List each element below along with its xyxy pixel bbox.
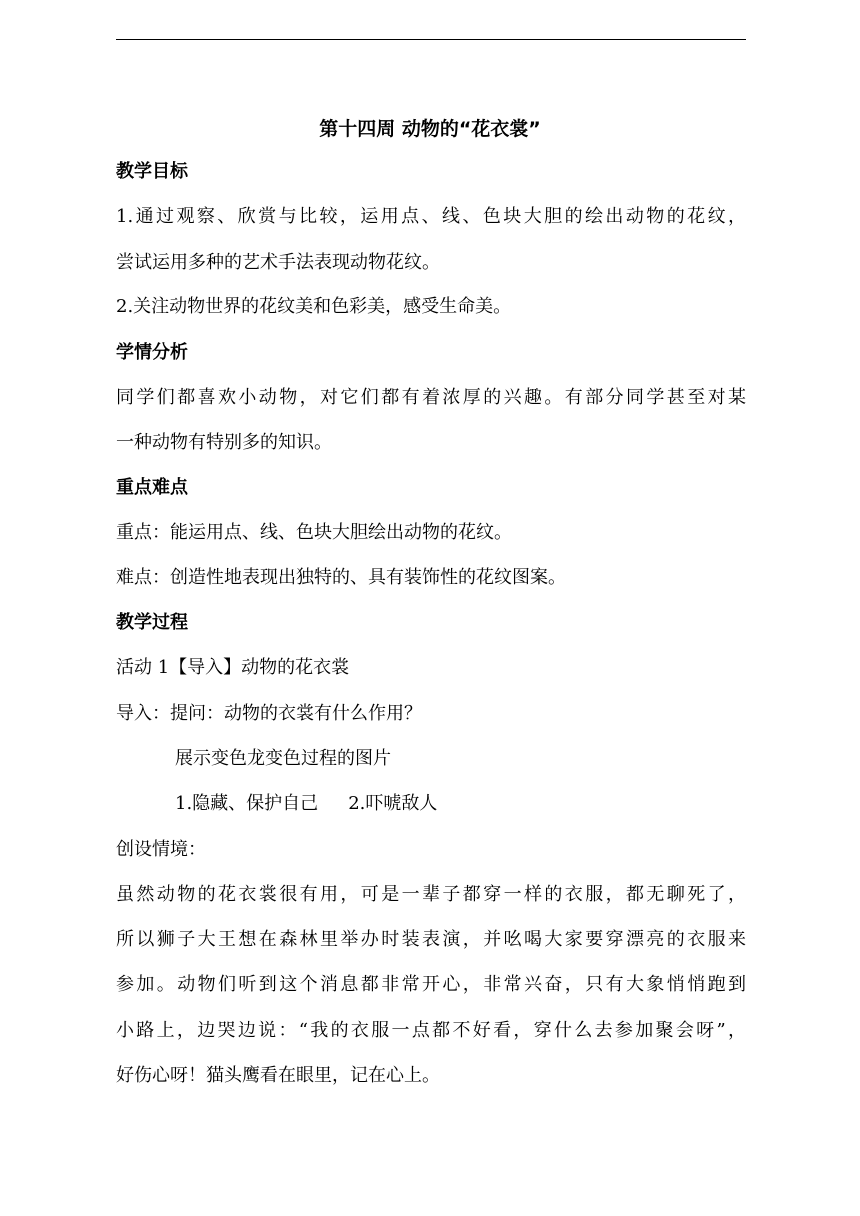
story-line-4: 小路上，边哭边说：“我的衣服一点都不好看，穿什么去参加聚会呀”，: [116, 1020, 746, 1041]
heading-keypoints: 重点难点: [116, 477, 188, 498]
keypoint-line-2: 难点：创造性地表现出独特的、具有装饰性的花纹图案。: [116, 567, 566, 588]
answers-line: [175, 792, 437, 816]
heading-process: 教学过程: [116, 612, 188, 633]
activity-line: 活动 1【导入】动物的花衣裳: [116, 657, 350, 678]
story-line-5: 好伤心呀！猫头鹰看在眼里，记在心上。: [116, 1065, 440, 1086]
show-line: 展示变色龙变色过程的图片: [175, 748, 391, 769]
goals-line-2: 尝试运用多种的艺术手法表现动物花纹。: [116, 252, 440, 273]
header-rule: [116, 39, 746, 40]
goals-line-3: 2.关注动物世界的花纹美和色彩美，感受生命美。: [116, 296, 512, 317]
analysis-line-1: 同学们都喜欢小动物，对它们都有着浓厚的兴趣。有部分同学甚至对某: [116, 387, 746, 408]
story-line-2: 所以狮子大王想在森林里举办时装表演，并吆喝大家要穿漂亮的衣服来: [116, 929, 746, 950]
answer-1: 1.隐藏、保护自己: [175, 793, 319, 814]
heading-analysis: 学情分析: [116, 342, 188, 363]
keypoint-line-1: 重点：能运用点、线、色块大胆绘出动物的花纹。: [116, 522, 512, 543]
heading-goals: 教学目标: [116, 161, 188, 182]
story-line-1: 虽然动物的花衣裳很有用，可是一辈子都穿一样的衣服，都无聊死了，: [116, 884, 746, 905]
intro-line: 导入：提问：动物的衣裳有什么作用？: [116, 703, 422, 724]
scenario-label: 创设情境：: [116, 839, 206, 860]
goals-line-1: 1.通过观察、欣赏与比较，运用点、线、色块大胆的绘出动物的花纹，: [116, 206, 746, 227]
document-title: 第十四周 动物的“花衣裳”: [319, 118, 541, 140]
answer-2: 2.吓唬敌人: [348, 793, 438, 814]
story-line-3: 参加。动物们听到这个消息都非常开心，非常兴奋，只有大象悄悄跑到: [116, 974, 746, 995]
analysis-line-2: 一种动物有特别多的知识。: [116, 432, 332, 453]
